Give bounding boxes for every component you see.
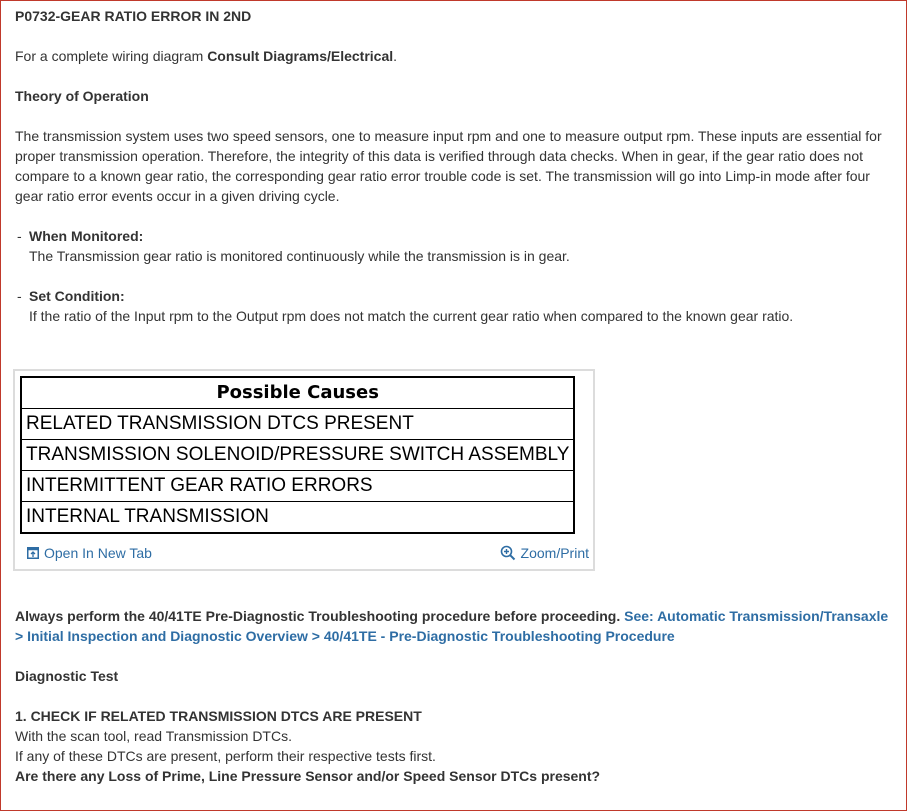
pre-diagnostic-text: Always perform the 40/41TE Pre-Diagnostic Troubleshooting procedure before proceeding. [15,608,621,624]
set-condition-item [15,286,895,326]
diagnostic-section [15,606,900,786]
open-in-new-tab-label: Open In New Tab [44,545,152,561]
table-row [21,471,574,502]
cause-cell: TRANSMISSION SOLENOID/PRESSURE SWITCH ASSEMBLY [21,440,574,471]
table-row [21,502,574,534]
theory-body: The transmission system uses two speed sensors, one to measure input rpm and one to measure output rpm. These inputs are essential for proper transmission operation. Therefore, the integrity of this data is verified through data checks. When in gear, if the gear ratio does not compare to a known gear ratio, the corresponding gear ratio error trouble code is set. The transmission will go into Limp-in mode after four gear ratio error events occur in a given driving cycle. [15,128,882,204]
set-condition-label: Set Condition: [29,288,125,304]
set-condition-text: If the ratio of the Input rpm to the Output rpm does not match the current gear ratio when compared to the known gear ratio. [29,308,794,324]
step-1-instruction: With the scan tool, read Transmission DTCs. [15,728,292,744]
pre-diagnostic-note [15,606,900,646]
wiring-note-prefix: For a complete wiring diagram [15,48,208,64]
table-header-row [21,377,574,409]
open-in-new-tab-link[interactable] [27,543,152,563]
zoom-print-label: Zoom/Print [520,545,589,561]
wiring-note-suffix: . [393,48,398,64]
wiring-diagram-note [15,46,895,66]
step-1-note: If any of these DTCs are present, perform their respective tests first. [15,748,436,764]
table-header: Possible Causes [21,377,574,409]
open-new-tab-icon [27,547,39,559]
theory-heading: Theory of Operation [15,88,149,104]
when-monitored-label: When Monitored: [29,228,144,244]
step-1-title: 1. CHECK IF RELATED TRANSMISSION DTCS ARE PRESENT [15,708,422,724]
table-row [21,440,574,471]
pre-diagnostic-procedure-link[interactable]: See: Automatic Transmission/Transaxle > Initial Inspection and Diagnostic Overview > 40/41TE - Pre-Diagnostic Troubleshooting Procedure [15,608,889,644]
possible-causes-figure [13,369,595,571]
cause-cell: RELATED TRANSMISSION DTCS PRESENT [21,409,574,440]
when-monitored-text: The Transmission gear ratio is monitored continuously while the transmission is in gear. [29,248,570,264]
page-title: P0732-GEAR RATIO ERROR IN 2ND [15,8,252,24]
cause-cell: INTERNAL TRANSMISSION [21,502,574,534]
figure-actions [25,543,589,565]
article-content [15,6,895,326]
consult-diagrams-label: Consult Diagrams/Electrical [207,48,394,64]
bullet-dash: - [17,288,22,304]
possible-causes-table [20,376,575,534]
step-1-question: Are there any Loss of Prime, Line Pressure Sensor and/or Speed Sensor DTCs present? [15,768,601,784]
diagnostic-test-heading: Diagnostic Test [15,668,119,684]
zoom-print-link[interactable] [500,543,589,563]
cause-cell: INTERMITTENT GEAR RATIO ERRORS [21,471,574,502]
when-monitored-item [15,226,895,266]
bullet-dash: - [17,228,22,244]
zoom-in-icon [500,545,516,561]
table-row [21,409,574,440]
